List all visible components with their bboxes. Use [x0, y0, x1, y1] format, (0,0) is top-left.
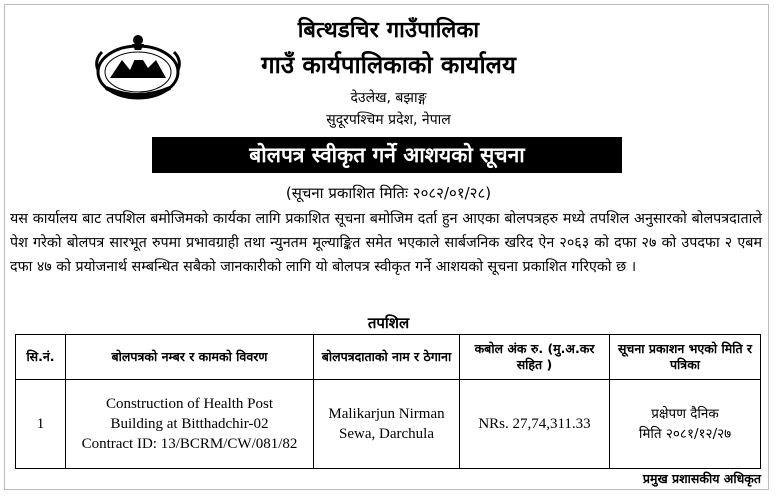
tender-details-table: [15, 334, 761, 469]
work-line-2: Building at Bitthadchir-02: [110, 416, 269, 432]
header-work: बोलपत्रको नम्बर र कामको विवरण: [66, 335, 314, 380]
header-publication: सूचना प्रकाशन भएको मिति र पत्रिका: [610, 335, 761, 380]
cell-amount: NRs. 27,74,311.33: [460, 380, 610, 469]
office-name: गाउँ कार्यपालिकाको कार्यालय: [261, 51, 516, 79]
table-row: [16, 380, 761, 469]
bidder-name: Malikarjun Nirman: [328, 406, 445, 422]
header-bidder: बोलपत्रदाताको नाम र ठेगाना: [314, 335, 460, 380]
work-line-1: Construction of Health Post: [105, 396, 274, 412]
notice-title-banner: बोलपत्र स्वीकृत गर्ने आशयको सूचना: [152, 137, 622, 173]
municipality-name: बित्थडचिर गाउँपालिका: [297, 18, 480, 43]
notice-body: यस कार्यालय बाट तपशिल बमोजिमको कार्यका लागि प्रकाशित सूचना बमोजिम दर्ता हुन आएका बोलपत्रहरु मध्ये तपशिल अनुसारको बोलपत्रदाताले पेश गरेको बोलपत्र सारभूत रुपमा प्रभावग्राही तथा न्युनतम मूल्याङ्कित समेत भएकाले सार्बजनिक खरिद ऐन २०६३ को दफा २७ को उपदफा २ एबम दफा ४७ को प्रयोजनार्थ सम्बन्धित सबैको जानकारीको लागि यो बोलपत्र स्वीकृत गर्ने आशयको सूचना प्रकाशित गरिएको छ ।: [10, 211, 762, 275]
table-header-row: [16, 335, 761, 380]
signatory-title: प्रमुख प्रशासकीय अधिकृत: [642, 471, 761, 486]
province-line: सुदूरपश्चिम प्रदेश, नेपाल: [326, 112, 451, 128]
address-line: देउलेख, बझाङ्ग: [350, 90, 427, 106]
publication-date: मिति २०८१/१२/२७: [638, 426, 732, 442]
cell-work: [66, 380, 314, 469]
newspaper-name: प्रक्षेपण दैनिक: [651, 406, 719, 422]
header-amount: कबोल अंक रु. (मु.अ.कर सहित ): [460, 335, 610, 380]
publish-date: (सूचना प्रकाशित मितिः २०८२/०१/२८): [285, 184, 492, 202]
cell-bidder: [314, 380, 460, 469]
header-sn: सि.नं.: [16, 335, 66, 380]
bidder-address: Sewa, Darchula: [339, 426, 434, 442]
cell-sn: 1: [16, 380, 66, 469]
contract-id: Contract ID: 13/BCRM/CW/081/82: [81, 436, 298, 452]
details-heading: तपशिल: [367, 314, 410, 332]
cell-publication: [610, 380, 761, 469]
